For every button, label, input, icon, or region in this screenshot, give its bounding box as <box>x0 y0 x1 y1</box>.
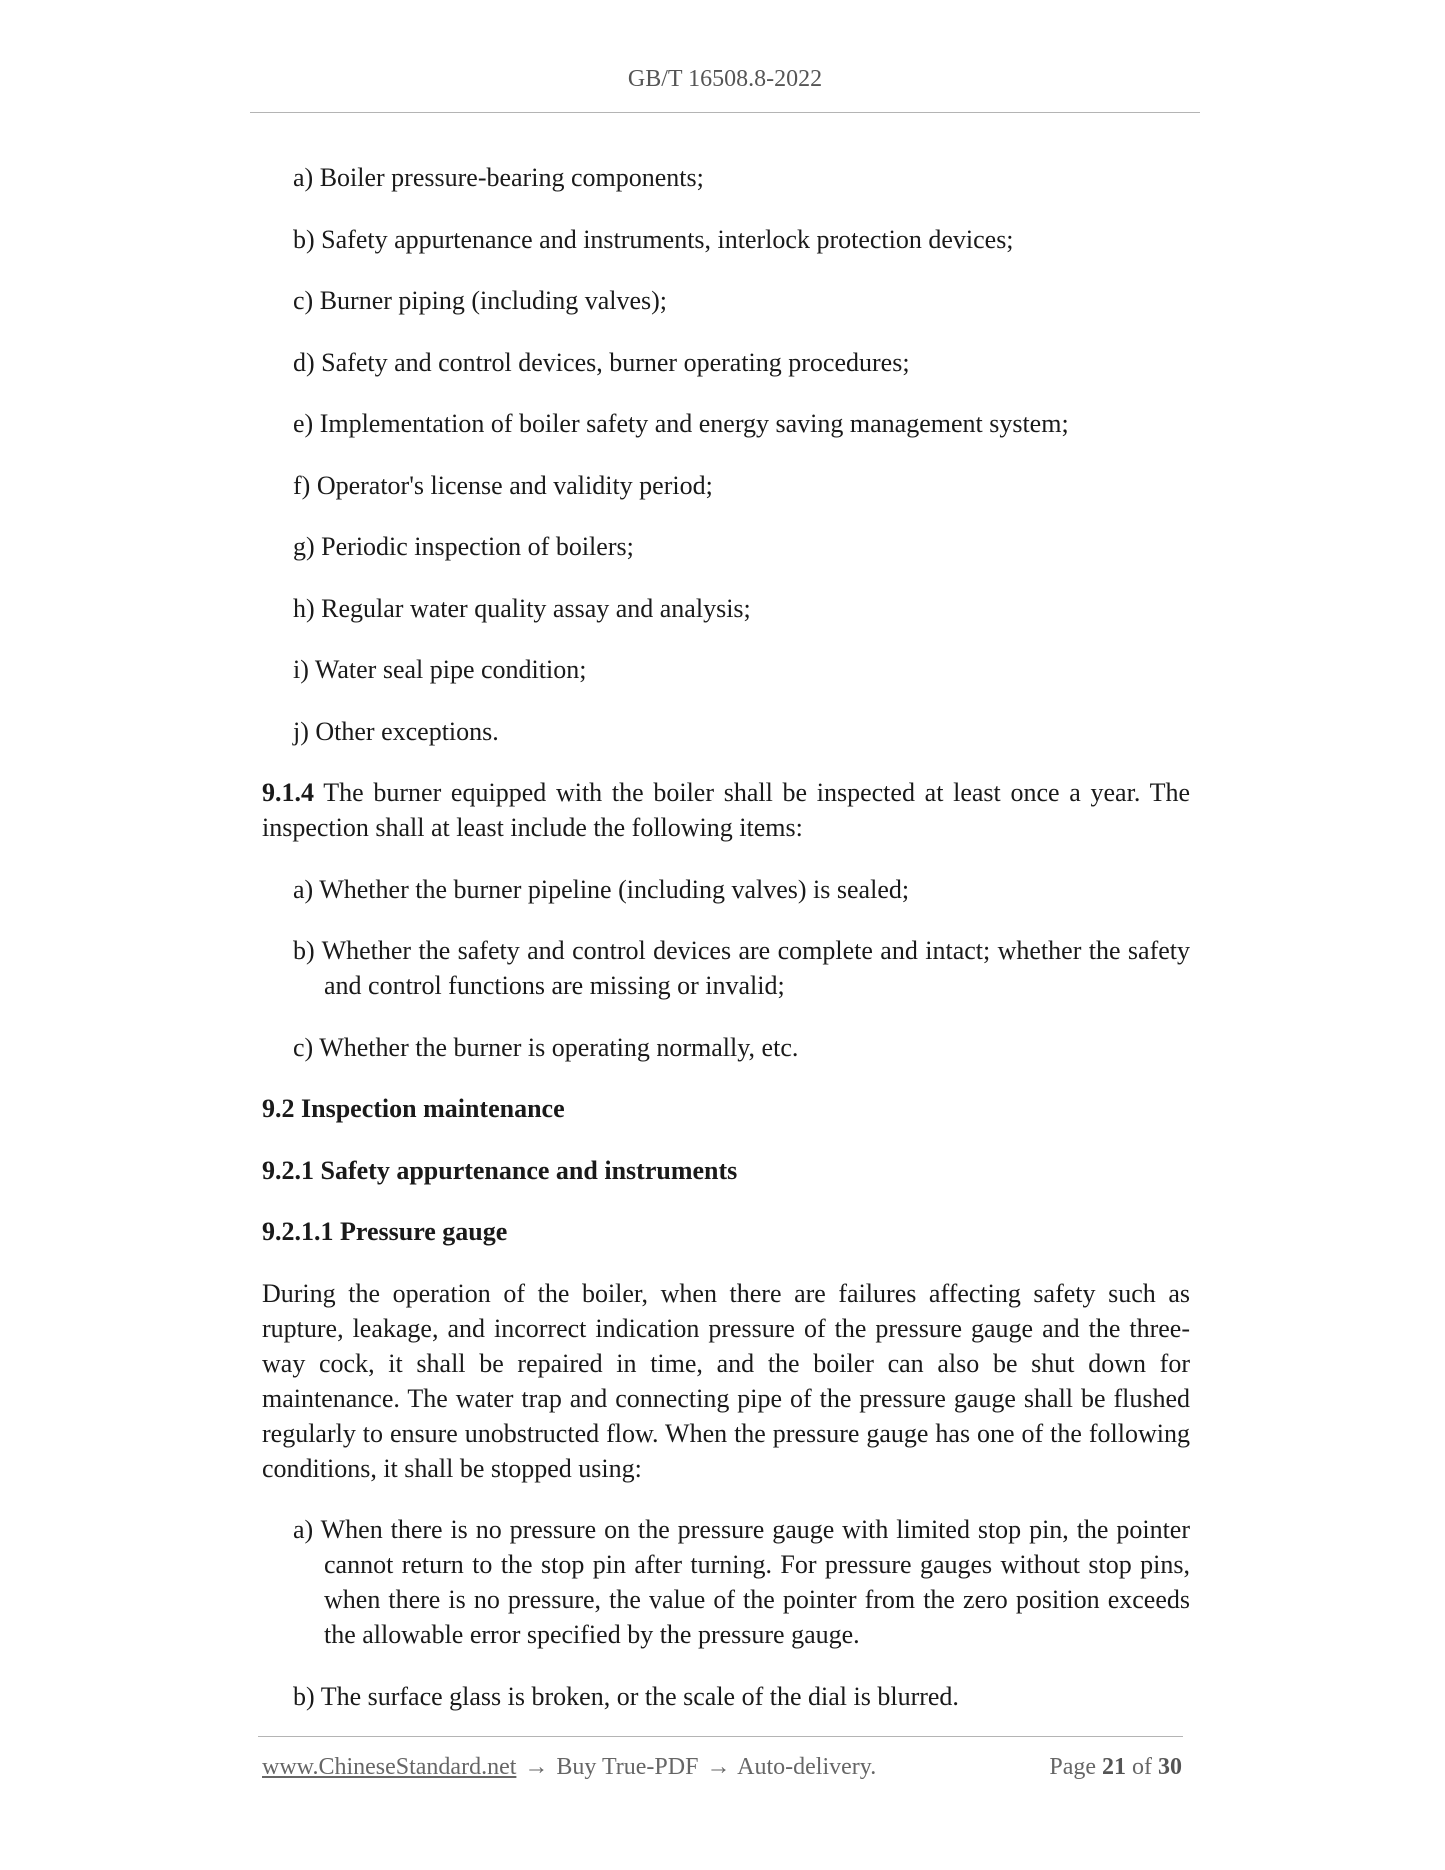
list-item: b) The surface glass is broken, or the scale of the dial is blurred. <box>293 1681 959 1711</box>
header-divider <box>250 112 1200 113</box>
list-item: a) When there is no pressure on the pressure gauge with limited stop pin, the pointer cannot return to the stop pin after turning. For pressure gauges without stop pins, when there is no pressure, the value of the pointer from the zero position exceeds the allowable error specified by the pressure gauge. <box>293 1515 1190 1649</box>
list-item: g) Periodic inspection of boilers; <box>293 532 634 561</box>
stop-conditions-list <box>262 1512 1190 1714</box>
inspection-items-list <box>262 160 1190 749</box>
current-page: 21 <box>1102 1754 1126 1780</box>
list-item: j) Other exceptions. <box>293 716 499 746</box>
page-label: Page <box>1049 1754 1096 1780</box>
clause-number: 9.1.4 <box>262 778 314 807</box>
section-heading-9-2-1-1: 9.2.1.1 Pressure gauge <box>262 1217 508 1246</box>
clause-9-1-4 <box>262 775 1190 845</box>
total-pages: 30 <box>1158 1754 1182 1780</box>
footer-divider <box>258 1736 1183 1737</box>
list-item: i) Water seal pipe condition; <box>293 655 587 684</box>
footer-links <box>262 1754 876 1781</box>
list-item: a) Whether the burner pipeline (including valves) is sealed; <box>293 874 910 904</box>
auto-delivery-text: Auto-delivery. <box>737 1754 877 1780</box>
page-content <box>262 160 1190 1740</box>
section-heading-9-2: 9.2 Inspection maintenance <box>262 1094 565 1123</box>
of-label: of <box>1132 1754 1152 1780</box>
pressure-gauge-paragraph: During the operation of the boiler, when there are failures affecting safety such as rupture, leakage, and incorrect indication pressure of the pressure gauge and the three-way cock, it shall be repaired in time, and the boiler can also be shut down for maintenance. The water trap and connecting pipe of the pressure gauge shall be flushed regularly to ensure unobstructed flow. When the pressure gauge has one of the following conditions, it shall be stopped using: <box>262 1278 1190 1483</box>
list-item: a) Boiler pressure-bearing components; <box>293 163 704 192</box>
list-item: d) Safety and control devices, burner operating procedures; <box>293 347 910 377</box>
document-header: GB/T 16508.8-2022 <box>627 66 823 92</box>
list-item: c) Burner piping (including valves); <box>293 286 668 315</box>
list-item: b) Whether the safety and control devices are complete and intact; whether the safety and control functions are missing or invalid; <box>293 936 1190 1000</box>
buy-pdf-text: Buy True-PDF <box>556 1754 699 1780</box>
burner-inspection-list <box>262 872 1190 1065</box>
page-number <box>1049 1754 1182 1781</box>
list-item: h) Regular water quality assay and analysis; <box>293 593 751 623</box>
arrow-right-icon: → <box>524 1754 549 1780</box>
list-item: b) Safety appurtenance and instruments, interlock protection devices; <box>293 224 1014 254</box>
list-item: f) Operator's license and validity period; <box>293 470 713 500</box>
arrow-right-icon: → <box>706 1754 731 1780</box>
list-item: c) Whether the burner is operating normally, etc. <box>293 1032 799 1062</box>
list-item: e) Implementation of boiler safety and energy saving management system; <box>293 409 1069 438</box>
chinesestandard-link[interactable]: www.ChineseStandard.net <box>262 1754 517 1780</box>
section-heading-9-2-1: 9.2.1 Safety appurtenance and instruments <box>262 1155 738 1185</box>
clause-text: The burner equipped with the boiler shall be inspected at least once a year. The inspection shall at least include the following items: <box>262 778 1190 842</box>
